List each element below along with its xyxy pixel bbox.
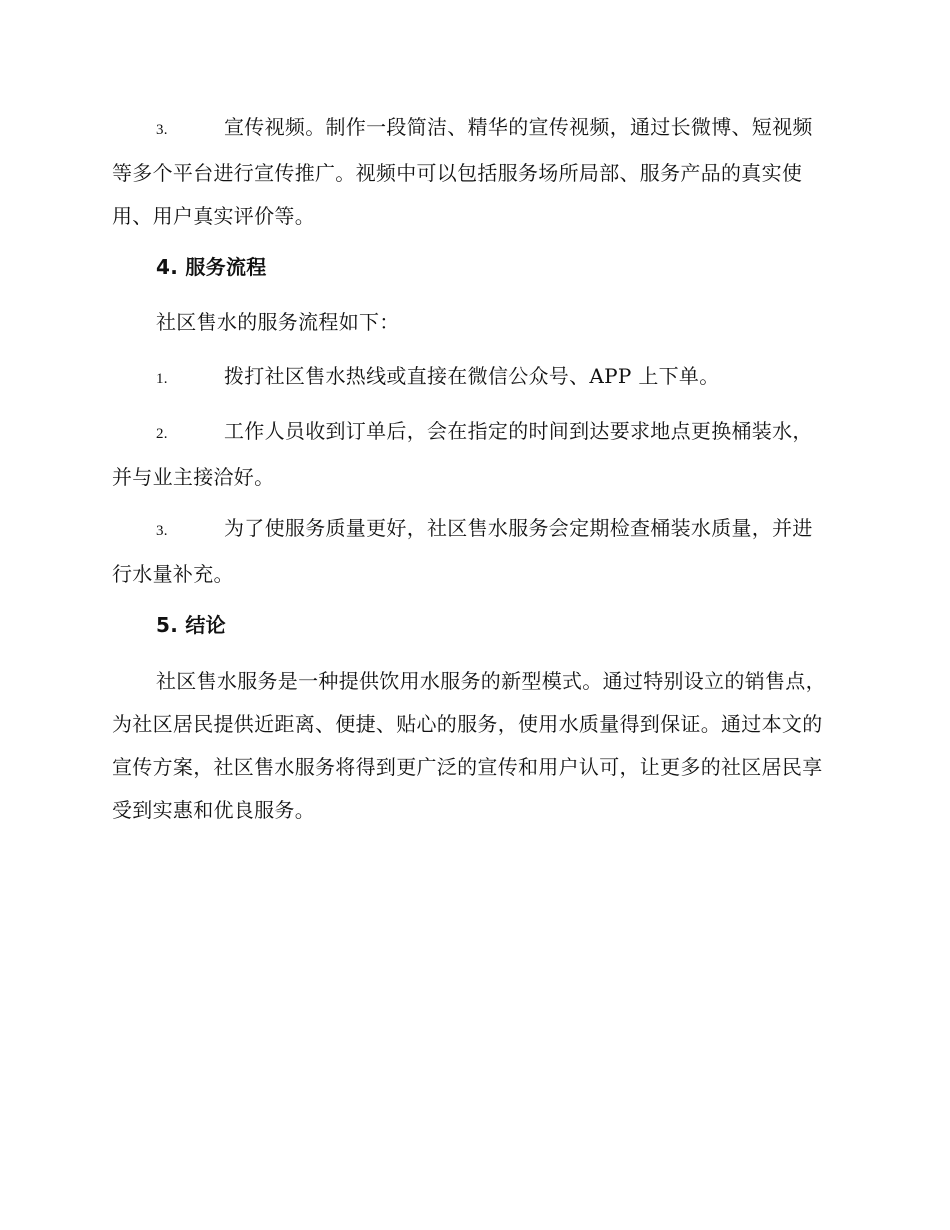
paragraph-service-intro: 社区售水的服务流程如下：: [156, 310, 400, 334]
list-text: 宣传视频。制作一段简洁、精华的宣传视频，通过长微博、短视频等多个平台进行宣传推广。视频中可以包括服务场所局部、服务产品的真实使用、用户真实评价等。: [112, 115, 813, 228]
list-text: 工作人员收到订单后，会在指定的时间到达要求地点更换桶装水，并与业主接洽好。: [112, 419, 813, 489]
list-number: 1.: [156, 371, 168, 387]
list-number: 3.: [156, 523, 168, 539]
list-item-step-3: [112, 507, 832, 596]
list-text: 拨打社区售水热线或直接在微信公众号、APP 上下单。: [224, 364, 720, 388]
list-number: 3.: [156, 122, 168, 138]
section-heading-service-process: 4. 服务流程: [156, 255, 267, 279]
list-item-step-1: [112, 355, 832, 401]
paragraph-conclusion: 社区售水服务是一种提供饮用水服务的新型模式。通过特别设立的销售点，为社区居民提供近距离、便捷、贴心的服务，使用水质量得到保证。通过本文的宣传方案，社区售水服务将得到更广泛的宣传和用户认可，让更多的社区居民享受到实惠和优良服务。: [112, 669, 826, 822]
list-item-step-2: [112, 410, 832, 499]
list-text: 为了使服务质量更好，社区售水服务会定期检查桶装水质量，并进行水量补充。: [112, 516, 813, 586]
list-number: 2.: [156, 426, 168, 442]
list-item-promo-video: [112, 106, 832, 238]
section-heading-conclusion: 5. 结论: [156, 613, 226, 637]
